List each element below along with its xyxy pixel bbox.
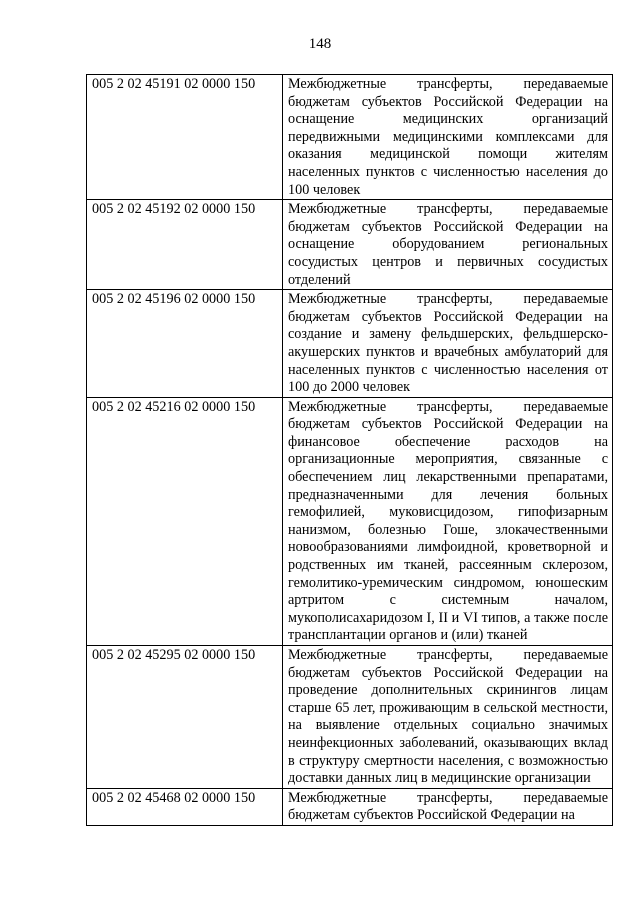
description-cell: Межбюджетные трансферты, передаваемые бюджетам субъектов Российской Федерации на проведение дополнительных скринингов лицам старше 65 лет, проживающим в сельской местности, на выявление отдельных социально значимых неинфекционных заболеваний, оказывающих вклад в структуру смертности населения, с возможностью доставки данных лиц в медицинские организации [283, 646, 613, 789]
table-row [87, 788, 613, 825]
budget-code-cell: 005 2 02 45295 02 0000 150 [87, 646, 283, 789]
budget-code-cell: 005 2 02 45468 02 0000 150 [87, 788, 283, 825]
table-row [87, 200, 613, 290]
description-cell: Межбюджетные трансферты, передаваемые бюджетам субъектов Российской Федерации на создание и замену фельдшерских, фельдшерско-акушерских пунктов и врачебных амбулаторий для населенных пунктов с численностью населения от 100 до 2000 человек [283, 290, 613, 398]
budget-codes-table [86, 74, 613, 826]
description-cell: Межбюджетные трансферты, передаваемые бюджетам субъектов Российской Федерации на [283, 788, 613, 825]
table-row [87, 646, 613, 789]
budget-code-cell: 005 2 02 45196 02 0000 150 [87, 290, 283, 398]
budget-code-cell: 005 2 02 45216 02 0000 150 [87, 397, 283, 645]
description-cell: Межбюджетные трансферты, передаваемые бюджетам субъектов Российской Федерации на оснащение медицинских организаций передвижными медицинскими комплексами для оказания медицинской помощи жителям населенных пунктов с численностью населения до 100 человек [283, 75, 613, 200]
table-row [87, 290, 613, 398]
description-cell: Межбюджетные трансферты, передаваемые бюджетам субъектов Российской Федерации на оснащение оборудованием региональных сосудистых центров и первичных сосудистых отделений [283, 200, 613, 290]
table-row [87, 75, 613, 200]
budget-code-cell: 005 2 02 45192 02 0000 150 [87, 200, 283, 290]
table-row [87, 397, 613, 645]
page-number: 148 [308, 36, 332, 52]
budget-code-cell: 005 2 02 45191 02 0000 150 [87, 75, 283, 200]
description-cell: Межбюджетные трансферты, передаваемые бюджетам субъектов Российской Федерации на финансовое обеспечение расходов на организационные мероприятия, связанные с обеспечением лиц лекарственными препаратами, предназначенными для лечения больных гемофилией, муковисцидозом, гипофизарным нанизмом, болезнью Гоше, злокачественными новообразованиями лимфоидной, кроветворной и родственных им тканей, рассеянным склерозом, гемолитико-уремическим синдромом, юношеским артритом с системным началом, мукополисахаридозом I, II и VI типов, а также после трансплантации органов и (или) тканей [283, 397, 613, 645]
